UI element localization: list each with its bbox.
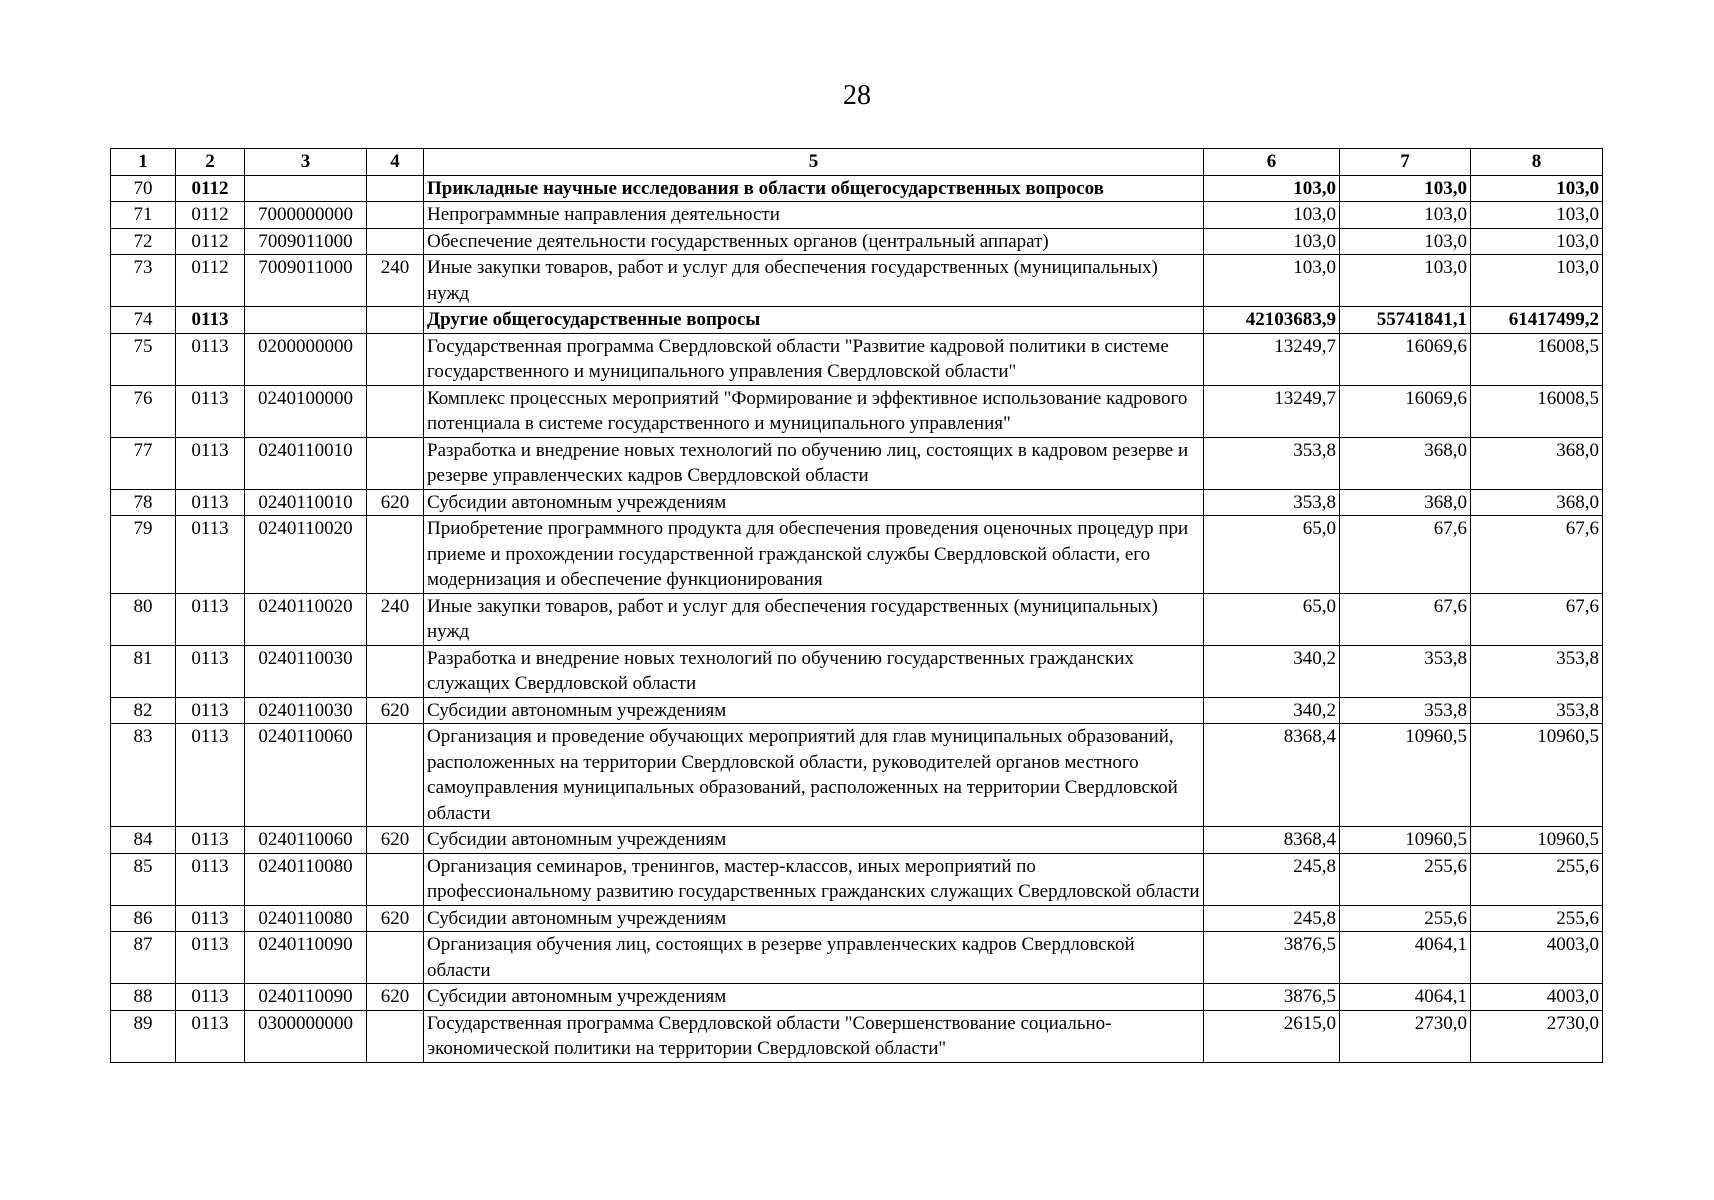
table-row bbox=[111, 645, 1603, 697]
amount-col7-cell: 353,8 bbox=[1340, 697, 1471, 724]
expense-type-cell bbox=[367, 516, 424, 594]
target-code-cell: 0240110080 bbox=[245, 905, 367, 932]
section-code-cell: 0112 bbox=[176, 175, 245, 202]
target-code-cell: 0240110010 bbox=[245, 489, 367, 516]
expense-type-cell bbox=[367, 307, 424, 334]
section-code-cell: 0113 bbox=[176, 697, 245, 724]
item-name-cell: Субсидии автономным учреждениям bbox=[424, 984, 1204, 1011]
section-code-cell: 0113 bbox=[176, 984, 245, 1011]
target-code-cell: 0240110090 bbox=[245, 984, 367, 1011]
table-row bbox=[111, 853, 1603, 905]
header-cell: 5 bbox=[424, 149, 1204, 176]
table-row bbox=[111, 516, 1603, 594]
item-name-cell: Комплекс процессных мероприятий "Формирование и эффективное использование кадрового потенциала в системе государственного и муниципального управления" bbox=[424, 385, 1204, 437]
expense-type-cell: 620 bbox=[367, 697, 424, 724]
target-code-cell: 0240110060 bbox=[245, 724, 367, 827]
expense-type-cell: 620 bbox=[367, 905, 424, 932]
table-row bbox=[111, 827, 1603, 854]
amount-col7-cell: 103,0 bbox=[1340, 228, 1471, 255]
expense-type-cell bbox=[367, 932, 424, 984]
table-row bbox=[111, 932, 1603, 984]
target-code-cell: 0240100000 bbox=[245, 385, 367, 437]
item-name-cell: Государственная программа Свердловской области "Развитие кадровой политики в системе государственного и муниципального управления Свердловской области" bbox=[424, 333, 1204, 385]
header-cell: 7 bbox=[1340, 149, 1471, 176]
table-row bbox=[111, 202, 1603, 229]
section-code-cell: 0113 bbox=[176, 516, 245, 594]
section-code-cell: 0113 bbox=[176, 724, 245, 827]
table-row bbox=[111, 175, 1603, 202]
item-name-cell: Приобретение программного продукта для обеспечения проведения оценочных процедур при приеме и прохождении государственной гражданской службы Свердловской области, его модернизация и обеспечение функционирования bbox=[424, 516, 1204, 594]
header-row bbox=[111, 149, 1603, 176]
expense-type-cell bbox=[367, 202, 424, 229]
row-number-cell: 79 bbox=[111, 516, 176, 594]
amount-col8-cell: 103,0 bbox=[1471, 255, 1603, 307]
amount-col7-cell: 103,0 bbox=[1340, 175, 1471, 202]
amount-col6-cell: 13249,7 bbox=[1204, 333, 1340, 385]
table-row bbox=[111, 489, 1603, 516]
amount-col8-cell: 2730,0 bbox=[1471, 1010, 1603, 1062]
row-number-cell: 88 bbox=[111, 984, 176, 1011]
row-number-cell: 75 bbox=[111, 333, 176, 385]
amount-col7-cell: 67,6 bbox=[1340, 516, 1471, 594]
amount-col6-cell: 8368,4 bbox=[1204, 827, 1340, 854]
amount-col7-cell: 368,0 bbox=[1340, 437, 1471, 489]
header-cell: 8 bbox=[1471, 149, 1603, 176]
section-code-cell: 0113 bbox=[176, 932, 245, 984]
amount-col7-cell: 103,0 bbox=[1340, 255, 1471, 307]
target-code-cell: 0240110010 bbox=[245, 437, 367, 489]
amount-col8-cell: 255,6 bbox=[1471, 853, 1603, 905]
section-code-cell: 0112 bbox=[176, 202, 245, 229]
expense-type-cell: 240 bbox=[367, 593, 424, 645]
amount-col6-cell: 3876,5 bbox=[1204, 984, 1340, 1011]
item-name-cell: Субсидии автономным учреждениям bbox=[424, 489, 1204, 516]
table-row bbox=[111, 255, 1603, 307]
expense-type-cell bbox=[367, 228, 424, 255]
amount-col8-cell: 4003,0 bbox=[1471, 932, 1603, 984]
expense-type-cell bbox=[367, 645, 424, 697]
amount-col8-cell: 353,8 bbox=[1471, 645, 1603, 697]
amount-col7-cell: 2730,0 bbox=[1340, 1010, 1471, 1062]
item-name-cell: Организация семинаров, тренингов, мастер-классов, иных мероприятий по профессиональному развитию государственных гражданских служащих Свердловской области bbox=[424, 853, 1204, 905]
expense-type-cell bbox=[367, 724, 424, 827]
section-code-cell: 0113 bbox=[176, 853, 245, 905]
amount-col6-cell: 65,0 bbox=[1204, 516, 1340, 594]
row-number-cell: 78 bbox=[111, 489, 176, 516]
item-name-cell: Непрограммные направления деятельности bbox=[424, 202, 1204, 229]
amount-col6-cell: 353,8 bbox=[1204, 437, 1340, 489]
section-code-cell: 0113 bbox=[176, 489, 245, 516]
table-row bbox=[111, 697, 1603, 724]
amount-col8-cell: 61417499,2 bbox=[1471, 307, 1603, 334]
amount-col7-cell: 67,6 bbox=[1340, 593, 1471, 645]
item-name-cell: Разработка и внедрение новых технологий по обучению государственных гражданских служащих Свердловской области bbox=[424, 645, 1204, 697]
expense-type-cell bbox=[367, 853, 424, 905]
amount-col6-cell: 3876,5 bbox=[1204, 932, 1340, 984]
amount-col7-cell: 103,0 bbox=[1340, 202, 1471, 229]
amount-col6-cell: 2615,0 bbox=[1204, 1010, 1340, 1062]
amount-col7-cell: 10960,5 bbox=[1340, 827, 1471, 854]
target-code-cell: 7000000000 bbox=[245, 202, 367, 229]
section-code-cell: 0112 bbox=[176, 228, 245, 255]
table-row bbox=[111, 333, 1603, 385]
row-number-cell: 77 bbox=[111, 437, 176, 489]
table-row bbox=[111, 307, 1603, 334]
expense-type-cell: 620 bbox=[367, 489, 424, 516]
amount-col6-cell: 353,8 bbox=[1204, 489, 1340, 516]
item-name-cell: Организация обучения лиц, состоящих в резерве управленческих кадров Свердловской области bbox=[424, 932, 1204, 984]
table-row bbox=[111, 984, 1603, 1011]
table-row bbox=[111, 437, 1603, 489]
amount-col6-cell: 340,2 bbox=[1204, 697, 1340, 724]
item-name-cell: Прикладные научные исследования в области общегосударственных вопросов bbox=[424, 175, 1204, 202]
row-number-cell: 72 bbox=[111, 228, 176, 255]
budget-table bbox=[110, 148, 1603, 1063]
target-code-cell: 0240110090 bbox=[245, 932, 367, 984]
amount-col8-cell: 103,0 bbox=[1471, 202, 1603, 229]
amount-col7-cell: 16069,6 bbox=[1340, 333, 1471, 385]
amount-col7-cell: 10960,5 bbox=[1340, 724, 1471, 827]
target-code-cell: 0240110020 bbox=[245, 516, 367, 594]
item-name-cell: Обеспечение деятельности государственных органов (центральный аппарат) bbox=[424, 228, 1204, 255]
section-code-cell: 0113 bbox=[176, 437, 245, 489]
row-number-cell: 70 bbox=[111, 175, 176, 202]
amount-col8-cell: 67,6 bbox=[1471, 593, 1603, 645]
amount-col7-cell: 16069,6 bbox=[1340, 385, 1471, 437]
amount-col8-cell: 4003,0 bbox=[1471, 984, 1603, 1011]
amount-col8-cell: 103,0 bbox=[1471, 228, 1603, 255]
table-row bbox=[111, 905, 1603, 932]
expense-type-cell: 620 bbox=[367, 827, 424, 854]
amount-col6-cell: 8368,4 bbox=[1204, 724, 1340, 827]
row-number-cell: 76 bbox=[111, 385, 176, 437]
target-code-cell: 0240110080 bbox=[245, 853, 367, 905]
row-number-cell: 89 bbox=[111, 1010, 176, 1062]
amount-col8-cell: 10960,5 bbox=[1471, 724, 1603, 827]
expense-type-cell bbox=[367, 1010, 424, 1062]
amount-col7-cell: 368,0 bbox=[1340, 489, 1471, 516]
target-code-cell: 0200000000 bbox=[245, 333, 367, 385]
target-code-cell: 0240110020 bbox=[245, 593, 367, 645]
row-number-cell: 84 bbox=[111, 827, 176, 854]
section-code-cell: 0113 bbox=[176, 827, 245, 854]
amount-col6-cell: 42103683,9 bbox=[1204, 307, 1340, 334]
table-row bbox=[111, 724, 1603, 827]
section-code-cell: 0113 bbox=[176, 645, 245, 697]
amount-col8-cell: 16008,5 bbox=[1471, 333, 1603, 385]
amount-col7-cell: 255,6 bbox=[1340, 853, 1471, 905]
amount-col8-cell: 16008,5 bbox=[1471, 385, 1603, 437]
row-number-cell: 83 bbox=[111, 724, 176, 827]
expense-type-cell bbox=[367, 175, 424, 202]
table-row bbox=[111, 228, 1603, 255]
section-code-cell: 0113 bbox=[176, 333, 245, 385]
item-name-cell: Организация и проведение обучающих мероприятий для глав муниципальных образований, расположенных на территории Свердловской области, руководителей органов местного самоуправления муниципальных образований, расположенных на территории Свердловской области bbox=[424, 724, 1204, 827]
item-name-cell: Разработка и внедрение новых технологий по обучению лиц, состоящих в кадровом резерве и резерве управленческих кадров Свердловской области bbox=[424, 437, 1204, 489]
item-name-cell: Другие общегосударственные вопросы bbox=[424, 307, 1204, 334]
header-cell: 2 bbox=[176, 149, 245, 176]
expense-type-cell: 620 bbox=[367, 984, 424, 1011]
amount-col7-cell: 255,6 bbox=[1340, 905, 1471, 932]
row-number-cell: 80 bbox=[111, 593, 176, 645]
amount-col8-cell: 103,0 bbox=[1471, 175, 1603, 202]
row-number-cell: 86 bbox=[111, 905, 176, 932]
amount-col6-cell: 103,0 bbox=[1204, 175, 1340, 202]
amount-col6-cell: 103,0 bbox=[1204, 202, 1340, 229]
item-name-cell: Субсидии автономным учреждениям bbox=[424, 697, 1204, 724]
amount-col6-cell: 13249,7 bbox=[1204, 385, 1340, 437]
row-number-cell: 81 bbox=[111, 645, 176, 697]
row-number-cell: 85 bbox=[111, 853, 176, 905]
header-cell: 1 bbox=[111, 149, 176, 176]
amount-col7-cell: 4064,1 bbox=[1340, 984, 1471, 1011]
section-code-cell: 0112 bbox=[176, 255, 245, 307]
row-number-cell: 73 bbox=[111, 255, 176, 307]
table-row bbox=[111, 385, 1603, 437]
amount-col7-cell: 4064,1 bbox=[1340, 932, 1471, 984]
amount-col8-cell: 353,8 bbox=[1471, 697, 1603, 724]
amount-col8-cell: 67,6 bbox=[1471, 516, 1603, 594]
expense-type-cell bbox=[367, 437, 424, 489]
header-cell: 4 bbox=[367, 149, 424, 176]
amount-col7-cell: 55741841,1 bbox=[1340, 307, 1471, 334]
item-name-cell: Иные закупки товаров, работ и услуг для обеспечения государственных (муниципальных) нужд bbox=[424, 593, 1204, 645]
expense-type-cell bbox=[367, 385, 424, 437]
page-number: 28 bbox=[843, 80, 871, 111]
row-number-cell: 87 bbox=[111, 932, 176, 984]
amount-col6-cell: 103,0 bbox=[1204, 255, 1340, 307]
item-name-cell: Иные закупки товаров, работ и услуг для обеспечения государственных (муниципальных) нужд bbox=[424, 255, 1204, 307]
target-code-cell: 7009011000 bbox=[245, 228, 367, 255]
table-row bbox=[111, 593, 1603, 645]
item-name-cell: Субсидии автономным учреждениям bbox=[424, 905, 1204, 932]
section-code-cell: 0113 bbox=[176, 905, 245, 932]
target-code-cell: 0240110060 bbox=[245, 827, 367, 854]
expense-type-cell: 240 bbox=[367, 255, 424, 307]
amount-col6-cell: 103,0 bbox=[1204, 228, 1340, 255]
section-code-cell: 0113 bbox=[176, 593, 245, 645]
amount-col6-cell: 340,2 bbox=[1204, 645, 1340, 697]
amount-col8-cell: 255,6 bbox=[1471, 905, 1603, 932]
row-number-cell: 82 bbox=[111, 697, 176, 724]
table-row bbox=[111, 1010, 1603, 1062]
item-name-cell: Субсидии автономным учреждениям bbox=[424, 827, 1204, 854]
section-code-cell: 0113 bbox=[176, 1010, 245, 1062]
row-number-cell: 71 bbox=[111, 202, 176, 229]
amount-col8-cell: 368,0 bbox=[1471, 437, 1603, 489]
amount-col8-cell: 368,0 bbox=[1471, 489, 1603, 516]
target-code-cell bbox=[245, 307, 367, 334]
target-code-cell bbox=[245, 175, 367, 202]
target-code-cell: 0240110030 bbox=[245, 645, 367, 697]
amount-col6-cell: 245,8 bbox=[1204, 905, 1340, 932]
header-cell: 6 bbox=[1204, 149, 1340, 176]
row-number-cell: 74 bbox=[111, 307, 176, 334]
item-name-cell: Государственная программа Свердловской области "Совершенствование социально-экономической политики на территории Свердловской области" bbox=[424, 1010, 1204, 1062]
target-code-cell: 0300000000 bbox=[245, 1010, 367, 1062]
section-code-cell: 0113 bbox=[176, 307, 245, 334]
amount-col7-cell: 353,8 bbox=[1340, 645, 1471, 697]
amount-col8-cell: 10960,5 bbox=[1471, 827, 1603, 854]
expense-type-cell bbox=[367, 333, 424, 385]
amount-col6-cell: 245,8 bbox=[1204, 853, 1340, 905]
target-code-cell: 7009011000 bbox=[245, 255, 367, 307]
header-cell: 3 bbox=[245, 149, 367, 176]
section-code-cell: 0113 bbox=[176, 385, 245, 437]
amount-col6-cell: 65,0 bbox=[1204, 593, 1340, 645]
target-code-cell: 0240110030 bbox=[245, 697, 367, 724]
